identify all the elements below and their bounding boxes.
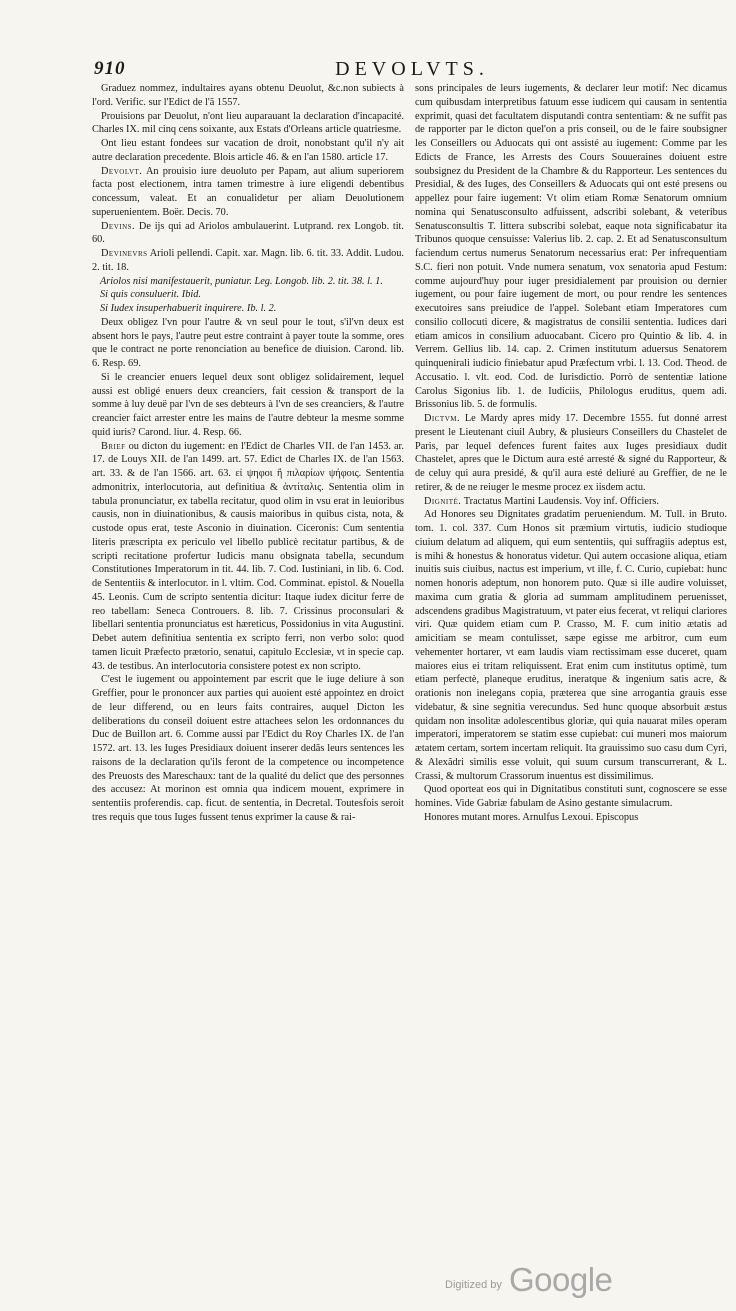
entry-text: Le Mardy apres midy 17. Decembre 1555. fut donné arrest present le Lieutenant ciuil Aubry, & plusieurs Conseillers du Chastelet de Paris, par lequel defences furent faites aux Iuges presidiaux dudit Chastelet, apres que le Dictum aura esté arresté & signé du Rapporteur, & de celuy qui aura presidé, & qu'il aura esté deliuré au Greffier, de ne le retirer, & de ne reiuger le mesme procez ex iisdem actu. — [415, 413, 727, 493]
paragraph: Ariolos nisi manifestauerit, puniatur. Leg. Longob. lib. 2. tit. 38. l. 1. — [100, 275, 383, 287]
paragraph: Graduez nommez, indultaires ayans obtenu Deuolut, &c.non subiects à l'ord. Verific. sur l'Edict de l'ã 1557. — [92, 83, 404, 108]
paragraph: Prouisions par Deuolut, n'ont lieu auparauant la declaration d'incapacité. Charles IX. mil cinq cens soixante, aux Estats d'Orleans article quatriesme. — [92, 110, 404, 136]
paragraph: Honores mutant mores. Arnulfus Lexoui. Episcopus — [424, 811, 639, 823]
entry-text: ou dicton du iugement: en l'Edict de Charles VII. de l'an 1453. ar. 17. de Louys XII. de l'an 1499. art. 57. Edict de Charles IX. de l'an 1563. art. 33. & de l'an 1566. art. 63. εἰ ψηφοι ἢ πιλαρίων ψήφοις. Sententia admonitrix, interlocutoria, aut definitiua & ἀντίταλις. Sententia olim in tabula pronunciatur, ex tabella recitatur, quod olim in vsu erat in leuioribus causis, non in diuinationibus, & causis maioribus in quibus cista, nota, & custode opus erat, teste Asconio in diuination. Ciceronis: Cum sententia literis præscripta ex periculo vel libello publicè recitatur partibus, & de scripti recitatione profertur Iudicis manu obsignata tabella, secundum Constitutiones Imperatorum in tit. 44. lib. 7. Cod. Iustiniani, in lib. 6. Cod. de Sententiis & interlocutor. in l. vltim. Cod. Comminat. epistol. & Nouella 45. Leonis. Cum de scripto sententia dicitur: Itaque iudex dicitur ferre de reo tabellam: Seneca Controuers. 8. lib. 7. Crissinus proconsulari & libellari sententia pronunciatus est hæreticus, Possidonius in vita Augustini. Debet autem definitiua sententia ex scripto ferri, non verbo solo: quod tamen licuit Præfecto prætorio, senatui, capitulo Ecclesiæ, vt in specie cap. 43. de testibus. An interlocutoria consistere potest ex non scripto. — [92, 440, 404, 672]
paragraph: sons principales de leurs iugements, & declarer leur motif: Nec dicamus cum quibusdam interpretibus fatuum esse iudicem qui causam in sententia exprimit, quasi det facultatem disputandi contra sententiam: & ne suffit pas de rapporter par le dicton quel'on a pris conseil, ou de le faire soubsigner les Conseillers ou Aduocats qui ont assisté au iugement: Comme par les Edicts de France, les Arrests des Cours Souueraines doiuent estre soubsignez du President de la Chambre & du Rapporteur. Les sentences du Presidial, & des Iuges, des Conseillers & Aduocats qui ont esté presens ou appellez pour faire iugement: Vt olim etiam Romæ Senatorum omnium nomina qui Senatusconsulto adfuissent, adscribi solebant, & veteribus Senatusconsultis T. littera subscribi solebat, eaque nota significabatur ita Tribunos quoque censuisse: Valerius lib. 2. cap. 2. Et ad Senatusconsultum faciendum certus numerus Senatorum necessarius erat: Per infrequentiam S.C. fieri non potuit. Vnde numera senatum, vox senatoria apud Festum: comme aujourd'huy pour iuger presidialement par prouision ou dernier iugement, ou pour faire iugement de mort, ou pour rendre les sentences executoires sans preiudice de l'appel. Solebant etiam Imperatores cum consilio collocuti dicere, & magistratus de consilii sententia. Iudices dari etiam amicos in consilium aduocabant. Cicero pro Quintio & lib. 4. in Verrem. Gellius lib. 14. cap. 2. Crimen institutum aduersus Senatorem quinquenirali iudicio finiebatur apud Præfectum vrbi. l. 13. Cod. Theod. de Accusatio. l. vlt. eod. Cod. de Iurisdictio. Porrò de sententiæ latione Carolus Sigonius lib. 1. de Iudiciis, Philologus eruditus, quem adi. Brissonius lib. 5. de formulis. — [415, 83, 727, 411]
right-text-column — [415, 82, 727, 1252]
entry-headword: Dignité. — [424, 495, 462, 507]
paragraph — [92, 247, 404, 275]
entry-headword: Dictvm. — [424, 413, 461, 424]
left-text-column — [92, 82, 404, 1244]
paragraph: Quod oporteat eos qui in Dignitatibus constituti sunt, cognoscere se esse homines. Vide Gabriæ fabulam de Asino gestante simulacrum. — [415, 784, 727, 809]
page-number: 910 — [94, 58, 126, 79]
paragraph — [92, 165, 404, 220]
google-logo: Google — [509, 1261, 613, 1298]
entry-text: Tractatus Martini Laudensis. Voy inf. Officiers. — [463, 495, 659, 507]
paragraph — [92, 440, 404, 674]
paragraph: Si quis consuluerit. Ibid. — [100, 289, 201, 301]
paragraph: Ad Honores seu Dignitates gradatim perueniendum. M. Tull. in Bruto. tom. 1. col. 337. Cum Honos sit præmium virtutis, iudicio studioque ciuium delatum ad aliquem, qui eum sententiis, qui suffragiis adeptus est, is mihi & honestus & honoratus videtur. Qui autem occasione aliqua, etiam inuitis suis ciuibus, nactus est imperium, vt ille, f. C. Curio, cupiebat: hunc nomen honoris adeptum, non honorem puto. Quæ si ille audire voluisset, maxima cum gratia & gloria ad summam amplitudinem peruenisset, adscendens gradibus Magistratuum, vt pater eius fecerat, vt reliqui clariores viri. Quæ quidem etiam cum P. Crasso, M. F. cum initio ætatis ad amicitiam se meam contulisset, sæpe egisse me arbitror, cum eum vehementer hortarer, vt eam laudis viam rectissimam esse duceret, quam maiores eius ei tritam reliquissent. Erat enim cum institutus optimè, tum etiam perfectè, planeque eruditus, ineratque & ingenium satis acre, & orationis non inelegans copia, præterea que sine arrogantia grauis esse videbatur, & sine segnitia verecundus. Sed hunc quoque absorbuit æstus quidam non insolitæ adolescentibus gloriæ, qui quia nauarat miles operam imperatori, imperatorem se statim esse cupiebat: cui muneri mos maiorum ætatem certam, sortem incertam reliquit. Ita grauissimo suo casu dum Cyri, & Alexãdri similis esse voluit, qui suum cursum transcurrerant, & L. Crassi, & multorum Crassorum inuentus est dissimilimus. — [415, 509, 727, 782]
paragraph — [415, 412, 727, 495]
paragraph — [92, 220, 404, 248]
page-header — [94, 58, 730, 84]
paragraph: Deux obligez l'vn pour l'autre & vn seul pour le tout, s'il'vn deux est absent hors le pays, l'autre peut estre contraint à payer toute la somme, ores que le contract ne porte renonciation au benefice de diuision. Carond. lib. 6. Resp. 69. — [92, 316, 404, 369]
paragraph — [415, 495, 727, 509]
paragraph: Si le creancier enuers lequel deux sont obligez solidairement, lequel aussi est obligé enuers deux creanciers, fait cession & transport de la somme à luy deuë par l'vn de ses debteurs à l'vn de ses creanciers, & l'autre creancier faict arrester entre les mains de l'autre debteur la mesme somme quid iuris? Carond. liur. 4. Resp. 66. — [92, 371, 404, 438]
running-head: DEVOLVTS. — [335, 58, 489, 80]
entry-text: An prouisio iure deuoluto per Papam, aut alium superiorem facta post electionem, intra tamen trimestre à iure eligendi debentibus concessum, valeat. Et an conualidetur per aliam Deuolutionem superuenientem. Boër. Decis. 70. — [92, 165, 404, 218]
entry-text: Arioli pellendi. Capit. xar. Magn. lib. 6. tit. 33. Addit. Ludou. 2. tit. 18. — [92, 248, 404, 273]
paragraph: Si Iudex insuperhabuerit inquirere. Ib. l. 2. — [100, 303, 277, 314]
paragraph: C'est le iugement ou appointement par escrit que le iuge deliure à son Greffier, pour le prononcer aux parties qui auoient esté appointez en droict de leur differend, ou en leurs faits contraires, auquel Dicton les deliberations du conseil doiuent estre attachees selon les ordonnances du Duc de Buillon art. 6. Comme aussi par l'Edict du Roy Charles IX. de l'an 1572. art. 13. les Iuges Presidiaux doiuent inserer dedãs leurs sentences les raisons de la declaration qu'ils feront de la competence ou incompetence des Preuosts des Mareschaux: tant de la qualité du delict que des personnes des accusez: At morinon est omnia qua indicem mouent, exprimere in sententiis proferendis. cap. ficut. de sententia, in Decretal. Toutesfois seroit tres requis que tous Iuges fussent tenus exprimer la cause & rai- — [92, 674, 404, 823]
entry-headword: Brief — [101, 440, 126, 452]
entry-headword: Devins. — [101, 220, 136, 232]
digitized-by-label: Digitized by — [445, 1279, 502, 1291]
entry-headword: Devinevrs — [101, 248, 148, 259]
paragraph: Ont lieu estant fondees sur vacation de droit, nonobstant qu'il n'y ait autre declaration precedente. Blois article 46. & en l'an 1580. article 17. — [92, 138, 404, 163]
google-watermark — [445, 1261, 725, 1299]
entry-text: De ijs qui ad Ariolos ambulauerint. Lutprand. rex Longob. tit. 60. — [92, 220, 404, 246]
entry-headword: Devolvt. — [101, 165, 143, 177]
